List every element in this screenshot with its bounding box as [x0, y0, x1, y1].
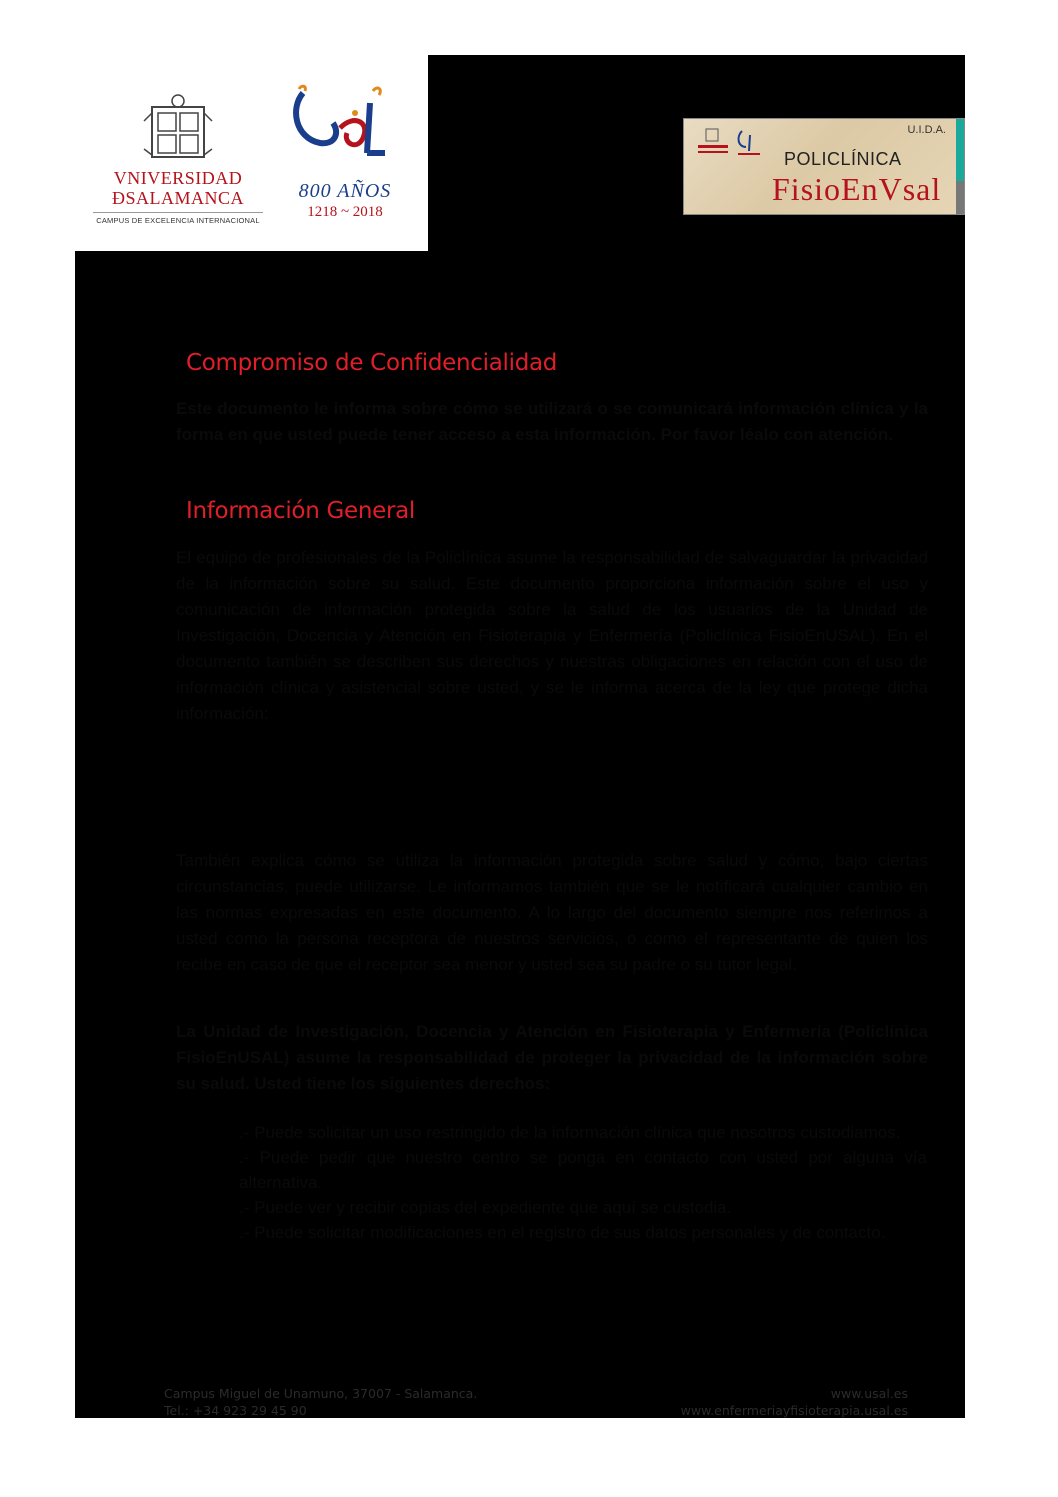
list-item: .- Puede ver y recibir copias del expediente que aquí se custodia. — [239, 1198, 732, 1217]
mini-university-logos-icon — [690, 127, 770, 159]
anniversary-logo — [280, 83, 410, 238]
general-info-paragraph-1: El equipo de profesionales de la Policlínica asume la responsabilidad de salvaguardar la privacidad de la información sobre su salud. Este documento proporciona información sobre el uso y comunicación de información protegida sobre la salud de los usuarios de la Unidad de Investigación, Docencia y Atención en Fisioterapia y Enfermería (Policlínica FisioEnUSAL). En el documento también se describen sus derechos y nuestras obligaciones en relación con el uso de información clínica y asistencial sobre usted, y se le informa acerca de la ley que protege dicha información: — [176, 548, 928, 723]
usal-name-line2: ÐSALAMANCA — [111, 188, 244, 208]
university-logos — [75, 55, 428, 251]
logo-grey-strip — [956, 181, 964, 214]
poli-uida-label: U.I.D.A. — [907, 124, 946, 136]
usal-name-line1: VNIVERSIDAD — [113, 168, 243, 188]
logo-teal-strip — [956, 119, 964, 181]
anniversary-usal-emblem-icon — [285, 83, 405, 175]
footer-web-link-2[interactable]: www.enfermeriayfisioterapia.usal.es — [680, 1403, 908, 1418]
rights-list — [239, 1120, 927, 1245]
footer-web — [681, 1385, 908, 1419]
footer-contact — [164, 1385, 477, 1419]
poli-title: POLICLÍNICA — [784, 149, 902, 169]
poli-brand: FisioEnVsal — [772, 171, 942, 207]
confidentiality-heading: Compromiso de Confidencialidad — [186, 350, 558, 376]
list-item: .- Puede solicitar modificaciones en el registro de sus datos personales y de contacto. — [239, 1223, 886, 1242]
university-seal-icon — [140, 93, 216, 163]
usal-campus-label: CAMPUS DE EXCELENCIA INTERNACIONAL — [93, 212, 263, 225]
list-item: .- Puede pedir que nuestro centro se ponga en contacto con usted por alguna vía alternativa. — [239, 1148, 927, 1192]
general-info-paragraph-2: También explica cómo se utiliza la información protegida sobre salud y cómo, bajo ciertas circunstancias, puede utilizarse. Le informamos también que se le notificará cualquier cambio en las normas expresadas en este documento. A lo largo del documento siempre nos referimos a usted como la persona receptora de nuestros servicios, o como el representante de quien los recibe en caso de que el receptor sea menor y usted sea su padre o su tutor legal. — [176, 851, 928, 974]
general-info-heading: Información General — [186, 498, 416, 524]
usal-logo — [93, 93, 263, 233]
list-item: .- Puede solicitar un uso restringido de la información clínica que nosotros custodiamos. — [239, 1123, 901, 1142]
anniversary-text: 800 AÑOS — [298, 180, 392, 202]
footer-web-link-1[interactable]: www.usal.es — [830, 1386, 908, 1401]
general-info-paragraph-3: La Unidad de Investigación, Docencia y Atención en Fisioterapia y Enfermería (Policlínica FisioEnUSAL) asume la responsabilidad de proteger la privacidad de la información sobre su salud. Usted tiene los siguientes derechos: — [176, 1022, 928, 1093]
footer-address: Campus Miguel de Unamuno, 37007 - Salamanca. — [164, 1386, 478, 1401]
footer-phone: Tel.: +34 923 29 45 90 — [164, 1403, 307, 1418]
policlinica-logo — [683, 118, 965, 215]
anniversary-years: 1218 ~ 2018 — [307, 204, 383, 220]
confidentiality-intro: Este documento le informa sobre cómo se utilizará o se comunicará información clínica y la forma en que usted puede tener acceso a esta información. Por favor léalo con atención. — [176, 399, 928, 444]
